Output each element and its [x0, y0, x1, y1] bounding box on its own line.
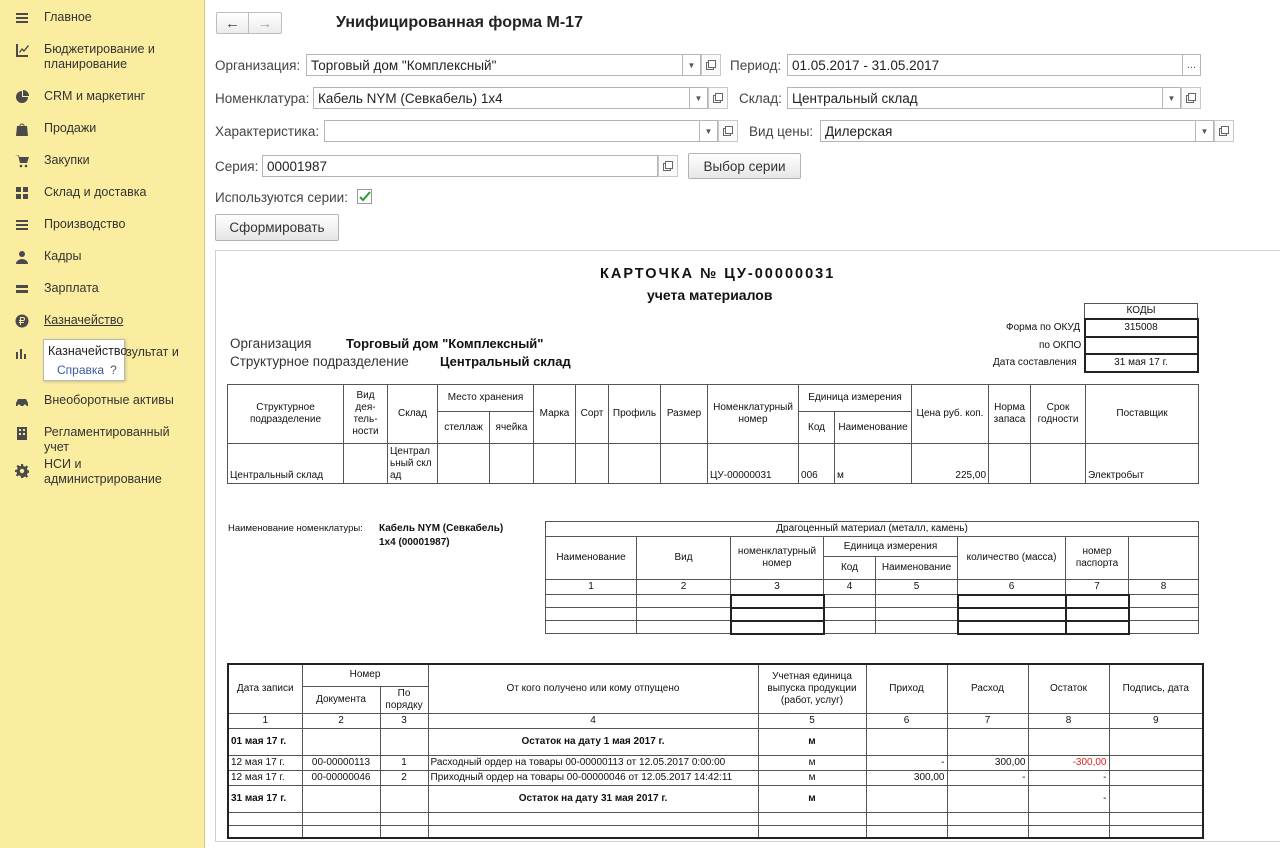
table-row: [546, 608, 1199, 621]
cell-empty: [1031, 444, 1086, 484]
col-num: 4: [824, 580, 876, 595]
col-num: 8: [1028, 713, 1109, 728]
col-brand: Марка: [534, 385, 576, 444]
sidebar-item-main[interactable]: [0, 10, 205, 25]
sidebar-item-label: Внеоборотные активы: [44, 393, 174, 407]
col-unit-code: Код: [824, 557, 876, 580]
cell-doc: 00-00000113: [302, 755, 380, 770]
cell-empty: [534, 444, 576, 484]
sidebar-item-admin[interactable]: [0, 457, 205, 487]
back-button[interactable]: [216, 12, 249, 34]
sidebar-item-production[interactable]: [0, 217, 205, 232]
col-vid: Вид: [637, 537, 731, 580]
sidebar-item-budget[interactable]: [0, 42, 205, 72]
price-type-label: Вид цены:: [749, 124, 814, 139]
production-icon: [0, 217, 44, 232]
sidebar-item-treasury[interactable]: [0, 313, 205, 328]
chevron-down-icon: ▼: [687, 60, 696, 70]
sidebar-item-label: CRM и маркетинг: [44, 89, 146, 103]
uses-series-checkbox[interactable]: [357, 189, 372, 204]
series-field[interactable]: 00001987: [262, 155, 658, 177]
open-icon: [1219, 126, 1229, 136]
col-qty: количество (масса): [958, 537, 1066, 580]
col-num: 2: [637, 580, 731, 595]
period-select-button[interactable]: ...: [1183, 54, 1201, 76]
card-header-table: [227, 384, 1199, 484]
cell-sklad: Централ ьный склад: [388, 444, 438, 484]
col-passport: номер паспорта: [1066, 537, 1129, 580]
col-in: Приход: [866, 664, 947, 713]
report-org-label: Организация: [230, 336, 312, 351]
salary-icon: [0, 281, 44, 296]
price-type-open-button[interactable]: [1214, 120, 1234, 142]
cell-desc: Приходный ордер на товары 00-00000046 от 12.05.2017 14:42:11: [428, 770, 758, 785]
open-icon: [663, 161, 673, 171]
cell-empty: [438, 444, 490, 484]
sidebar: [0, 0, 205, 848]
col-sign: Подпись, дата: [1109, 664, 1203, 713]
col-unit-name: Наименование: [876, 557, 958, 580]
sidebar-item-crm[interactable]: [0, 89, 205, 104]
sales-bag-icon: [0, 121, 44, 136]
sidebar-item-label: Главное: [44, 10, 92, 24]
col-out: Расход: [947, 664, 1028, 713]
table-row: [228, 785, 1203, 812]
table-row: [228, 755, 1203, 770]
period-field[interactable]: 01.05.2017 - 31.05.2017: [787, 54, 1183, 76]
col-num: 5: [876, 580, 958, 595]
cell-order: [380, 785, 428, 812]
cell-unit: м: [758, 785, 866, 812]
checkmark-icon: [359, 191, 371, 203]
cell-in: [866, 785, 947, 812]
tooltip-title: Казначейство: [48, 344, 128, 358]
cell-doc: [302, 728, 380, 755]
cart-icon: [0, 153, 44, 168]
cell-order: 1: [380, 755, 428, 770]
cell-rest: -: [1028, 770, 1109, 785]
codes-header: КОДЫ: [1085, 304, 1198, 319]
main-area: [205, 0, 1280, 848]
col-unit-name: Наименование: [835, 412, 912, 444]
precious-material-table: [545, 521, 1199, 634]
sidebar-item-label: Кадры: [44, 249, 82, 263]
cell-in: 300,00: [866, 770, 947, 785]
cell-out: 300,00: [947, 755, 1028, 770]
sidebar-item-salary[interactable]: [0, 281, 205, 296]
report-dept-value: Центральный склад: [440, 354, 571, 369]
col-name: Наименование: [546, 537, 637, 580]
sidebar-item-label: Продажи: [44, 121, 97, 135]
col-num: 3: [731, 580, 824, 595]
ruble-icon: [0, 313, 44, 328]
cell-empty: [989, 444, 1031, 484]
crm-icon: [0, 89, 44, 104]
open-icon: [723, 126, 733, 136]
col-num: 6: [866, 713, 947, 728]
cell-out: -: [947, 770, 1028, 785]
sklad-field[interactable]: Центральный склад: [787, 87, 1163, 109]
cell-unit: м: [758, 770, 866, 785]
sidebar-item-label: Бюджетирование и планирование: [44, 42, 155, 71]
sidebar-item-hr[interactable]: [0, 249, 205, 264]
report-dept-label: Структурное подразделение: [230, 354, 409, 369]
arrow-right-icon: →: [257, 14, 273, 32]
char-dropdown-button[interactable]: [700, 120, 718, 142]
col-rest: Остаток: [1028, 664, 1109, 713]
cell-sign: [1109, 785, 1203, 812]
sidebar-item-sales[interactable]: [0, 121, 205, 136]
table-row: [228, 825, 1203, 838]
sidebar-item-purchases[interactable]: [0, 153, 205, 168]
cell-out: [947, 728, 1028, 755]
cell-desc: Расходный ордер на товары 00-00000113 от 12.05.2017 0:00:00: [428, 755, 758, 770]
cell-empty: [576, 444, 609, 484]
table-row: [546, 595, 1199, 608]
open-icon: [713, 93, 723, 103]
nom-dropdown-button[interactable]: [690, 87, 708, 109]
cell-sign: [1109, 728, 1203, 755]
cell-in: [866, 728, 947, 755]
col-doc: Документа: [302, 686, 380, 713]
uses-series-label: Используются серии:: [215, 190, 348, 205]
sidebar-item-fixed-assets[interactable]: [0, 393, 205, 408]
table-row: [228, 728, 1203, 755]
sidebar-item-warehouse[interactable]: [0, 185, 205, 200]
chart-icon: [0, 345, 44, 360]
cell-in: -: [866, 755, 947, 770]
menu-icon: [0, 10, 44, 25]
cell-date: 01 мая 17 г.: [228, 728, 302, 755]
col-size: Размер: [661, 385, 708, 444]
col-cell: ячейка: [490, 412, 534, 444]
gear-icon: [0, 457, 44, 478]
nom-name-value-1: Кабель NYM (Севкабель): [379, 523, 504, 534]
nom-name-value-2: 1х4 (00001987): [379, 537, 450, 548]
col-sklad: Склад: [388, 385, 438, 444]
chevron-down-icon: ▼: [704, 126, 713, 136]
date-value: 31 мая 17 г.: [1085, 354, 1198, 372]
okud-value: 315008: [1085, 319, 1198, 337]
forward-button[interactable]: [249, 12, 282, 34]
col-num: 9: [1109, 713, 1203, 728]
nom-field[interactable]: Кабель NYM (Севкабель) 1х4: [313, 87, 690, 109]
col-dept: Структурное подразделение: [228, 385, 344, 444]
sidebar-item-label: Регламентированный учет: [44, 425, 170, 454]
col-expiry: Срок годности: [1031, 385, 1086, 444]
nom-open-button[interactable]: [708, 87, 728, 109]
report-subtitle: учета материалов: [647, 287, 773, 303]
table-row: [228, 444, 1199, 484]
sidebar-item-label: НСИ и администрирование: [44, 457, 162, 486]
open-icon: [706, 60, 716, 70]
sklad-open-button[interactable]: [1181, 87, 1201, 109]
col-shelf: стеллаж: [438, 412, 490, 444]
precious-header: Драгоценный материал (металл, камень): [546, 522, 1199, 537]
price-type-dropdown-button[interactable]: [1196, 120, 1214, 142]
cell-desc: Остаток на дату 31 мая 2017 г.: [428, 785, 758, 812]
sidebar-item-label: Казначейство: [44, 313, 124, 327]
date-label: Дата составления: [993, 357, 1077, 368]
col-unit: Единица измерения: [824, 537, 958, 557]
sidebar-item-regulated[interactable]: [0, 425, 205, 455]
report-org-value: Торговый дом "Комплексный": [346, 336, 544, 351]
chevron-down-icon: ▼: [1200, 126, 1209, 136]
col-number: Номер: [302, 664, 428, 686]
col-num: 7: [947, 713, 1028, 728]
col-norm: Норма запаса: [989, 385, 1031, 444]
col-num: 2: [302, 713, 380, 728]
cell-dept: Центральный склад: [228, 444, 344, 484]
col-num: 7: [1066, 580, 1129, 595]
cell-sign: [1109, 770, 1203, 785]
col-activity: Вид дея-тель-ности: [344, 385, 388, 444]
cell-empty: [609, 444, 661, 484]
col-unit: Единица измерения: [799, 385, 912, 412]
building-icon: [0, 425, 44, 440]
col-from: От кого получено или кому отпущено: [428, 664, 758, 713]
cell-unit: м: [758, 728, 866, 755]
movements-table: [227, 663, 1204, 839]
cell-empty: [661, 444, 708, 484]
cell-rest: -300,00: [1028, 755, 1109, 770]
org-dropdown-button[interactable]: [683, 54, 701, 76]
cell-empty: [344, 444, 388, 484]
col-storage: Место хранения: [438, 385, 534, 412]
open-icon: [1186, 93, 1196, 103]
cell-date: 31 мая 17 г.: [228, 785, 302, 812]
org-label: Организация:: [215, 58, 301, 73]
sidebar-item-label: Закупки: [44, 153, 90, 167]
cell-sign: [1109, 755, 1203, 770]
col-nomnum: номенклатурный номер: [731, 537, 824, 580]
choose-series-button[interactable]: Выбор серии: [688, 153, 801, 179]
col-num: 1: [228, 713, 302, 728]
codes-table: [1084, 303, 1198, 372]
nom-label: Номенклатура:: [215, 91, 310, 106]
cell-empty: [490, 444, 534, 484]
col-unit-code: Код: [799, 412, 835, 444]
okpo-value: [1085, 337, 1198, 354]
price-type-field[interactable]: Дилерская: [820, 120, 1196, 142]
table-row: [228, 770, 1203, 785]
report-title: КАРТОЧКА № ЦУ-00000031: [600, 266, 836, 282]
char-open-button[interactable]: [718, 120, 738, 142]
col-profile: Профиль: [609, 385, 661, 444]
col-sort: Сорт: [576, 385, 609, 444]
arrow-left-icon: ←: [225, 14, 240, 32]
cell-date: 12 мая 17 г.: [228, 755, 302, 770]
org-field[interactable]: Торговый дом "Комплексный": [306, 54, 683, 76]
col-supplier: Поставщик: [1086, 385, 1199, 444]
help-link[interactable]: [57, 363, 117, 377]
generate-button[interactable]: Сформировать: [215, 214, 339, 241]
help-link-label: Справка: [57, 363, 105, 377]
okud-label: Форма по ОКУД: [1006, 322, 1081, 333]
char-label: Характеристика:: [215, 124, 320, 139]
col-num: 6: [958, 580, 1066, 595]
cell-order: 2: [380, 770, 428, 785]
assets-icon: [0, 393, 44, 408]
cell-desc: Остаток на дату 1 мая 2017 г.: [428, 728, 758, 755]
col-num: 4: [428, 713, 758, 728]
table-row: [228, 812, 1203, 825]
nom-name-label: Наименование номенклатуры:: [228, 523, 363, 534]
table-row: [546, 621, 1199, 634]
char-field[interactable]: [324, 120, 700, 142]
help-icon: ?: [110, 363, 117, 377]
sklad-label: Склад:: [739, 91, 782, 106]
col-num: 8: [1129, 580, 1199, 595]
person-icon: [0, 249, 44, 264]
col-unit: Учетная единица выпуска продукции (работ, услуг): [758, 664, 866, 713]
okpo-label: по ОКПО: [1039, 340, 1082, 351]
col-num: 3: [380, 713, 428, 728]
cell-unit-name: м: [835, 444, 912, 484]
chevron-down-icon: ▼: [694, 93, 703, 103]
org-open-button[interactable]: [701, 54, 721, 76]
col-price: Цена руб. коп.: [912, 385, 989, 444]
sidebar-item-label: Производство: [44, 217, 126, 231]
chevron-down-icon: ▼: [1167, 93, 1176, 103]
warehouse-icon: [0, 185, 44, 200]
series-open-button[interactable]: [658, 155, 678, 177]
cell-unit: м: [758, 755, 866, 770]
report-sheet: [215, 250, 1280, 842]
cell-price: 225,00: [912, 444, 989, 484]
cell-rest: [1028, 728, 1109, 755]
period-label: Период:: [730, 58, 782, 73]
cell-doc: 00-00000046: [302, 770, 380, 785]
col-nomnum: Номенклатурный номер: [708, 385, 799, 444]
cell-nomnum: ЦУ-00000031: [708, 444, 799, 484]
budget-icon: [0, 42, 44, 57]
tooltip: [43, 339, 128, 381]
col-num: 1: [546, 580, 637, 595]
page-title: Унифицированная форма М-17: [336, 14, 583, 31]
cell-unit-code: 006: [799, 444, 835, 484]
sklad-dropdown-button[interactable]: [1163, 87, 1181, 109]
cell-doc: [302, 785, 380, 812]
sidebar-item-label: Зарплата: [44, 281, 99, 295]
col-empty: [1129, 537, 1199, 580]
cell-out: [947, 785, 1028, 812]
col-order: По порядку: [380, 686, 428, 713]
col-date: Дата записи: [228, 664, 302, 713]
sidebar-item-label: Склад и доставка: [44, 185, 147, 199]
series-label: Серия:: [215, 159, 259, 174]
cell-date: 12 мая 17 г.: [228, 770, 302, 785]
sidebar-item-label: зультат и: [126, 345, 179, 359]
col-num: 5: [758, 713, 866, 728]
cell-supplier: Электробыт: [1086, 444, 1199, 484]
cell-rest: -: [1028, 785, 1109, 812]
cell-order: [380, 728, 428, 755]
